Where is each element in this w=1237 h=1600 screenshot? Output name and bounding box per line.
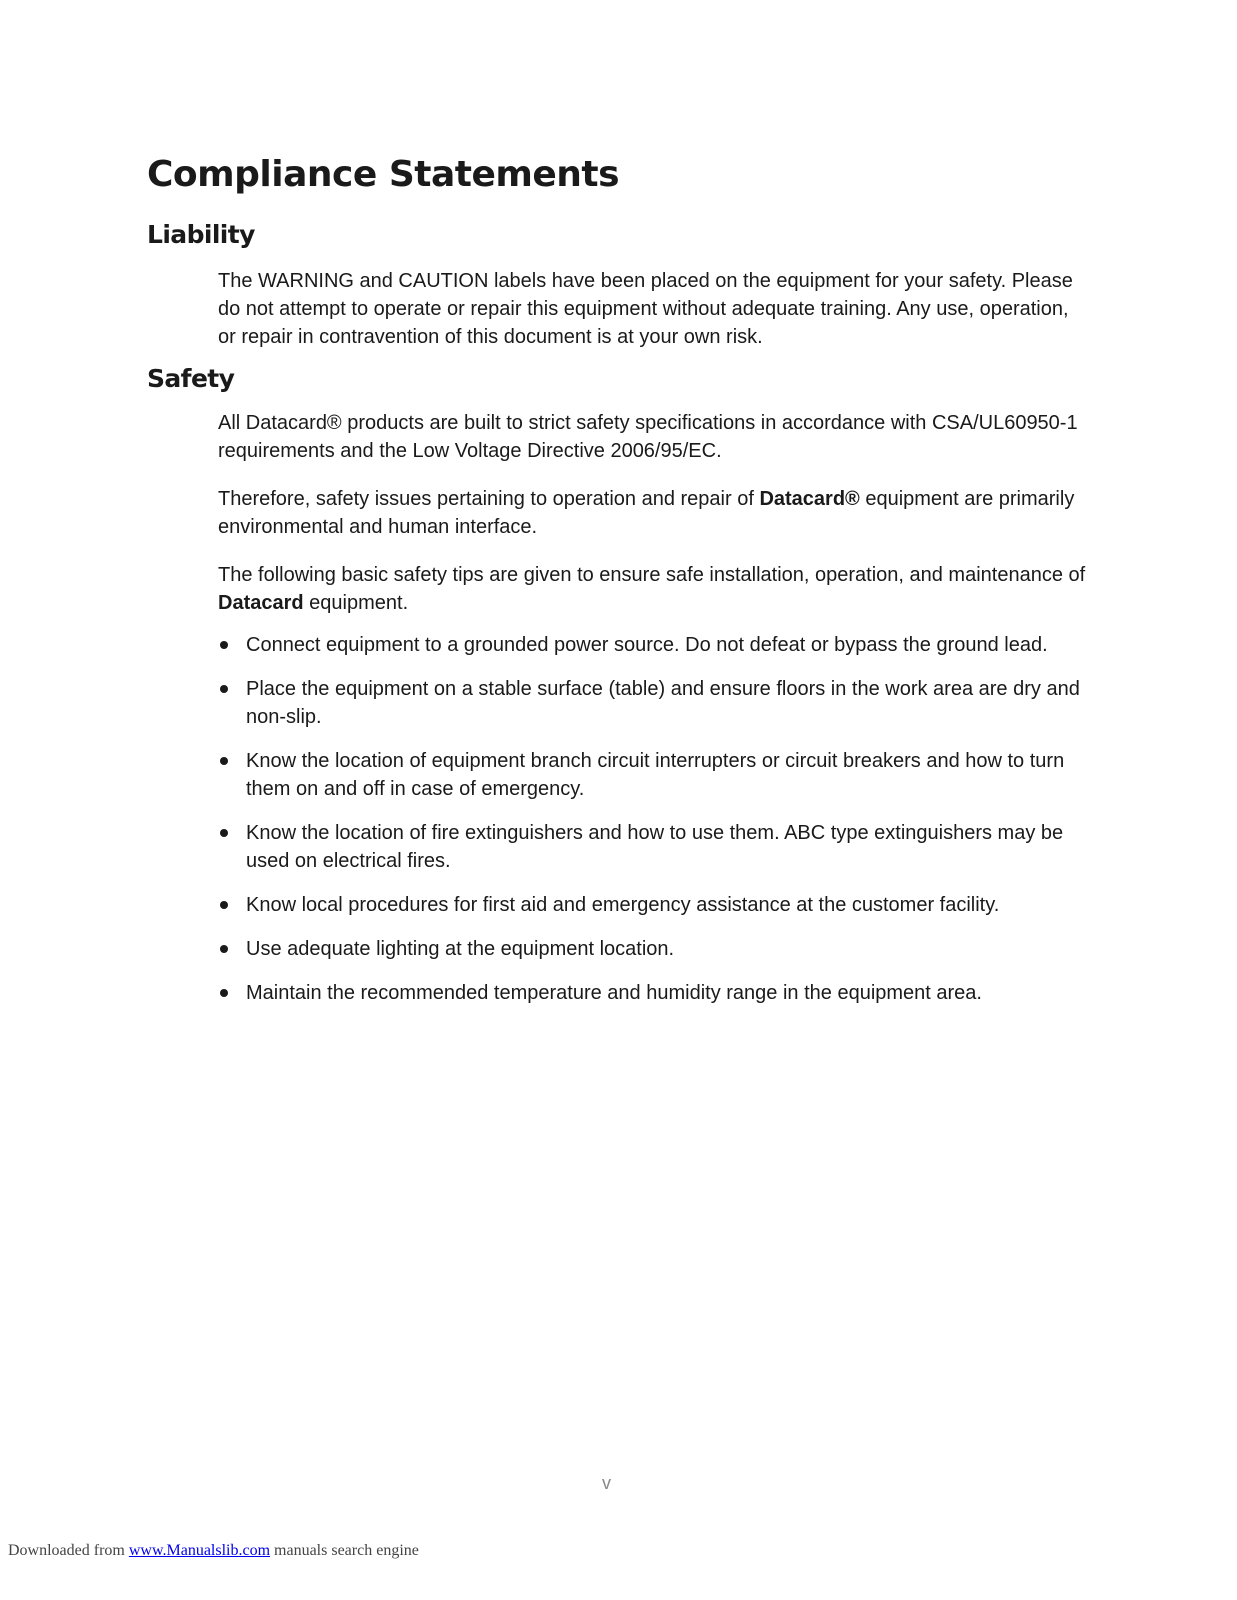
safety-tip-text: Know local procedures for first aid and emergency assistance at the customer facility.	[246, 894, 1000, 916]
safety-paragraph-2-text-after: equipment are primarily environmental and human interface.	[218, 488, 1075, 538]
list-item	[218, 819, 1090, 875]
safety-paragraph-3-text-before: The following basic safety tips are given to ensure safe installation, operation, and maintenance of	[218, 564, 1086, 586]
safety-tip-text: Know the location of equipment branch circuit interrupters or circuit breakers and how to turn them on and off in case of emergency.	[246, 750, 1065, 800]
safety-paragraph-3	[218, 561, 1090, 617]
bullet-icon	[220, 641, 228, 649]
list-item	[218, 979, 1090, 1007]
liability-paragraph: The WARNING and CAUTION labels have been placed on the equipment for your safety. Please do not attempt to operate or repair this equipment without adequate training. Any use, operation, or repair in contravention of this document is at your own risk.	[218, 270, 1073, 348]
safety-paragraph-2	[218, 485, 1090, 541]
safety-paragraph-3-text-after: equipment.	[303, 592, 409, 614]
safety-heading: Safety	[147, 364, 235, 393]
list-item	[218, 747, 1090, 803]
safety-tip-text: Place the equipment on a stable surface (table) and ensure floors in the work area are dry and non-slip.	[246, 678, 1080, 728]
bullet-icon	[220, 757, 228, 765]
footer-suffix: manuals search engine	[270, 1542, 419, 1559]
list-item	[218, 891, 1090, 919]
page-title: Compliance Statements	[147, 154, 620, 195]
page-number: v	[602, 1473, 611, 1493]
datacard-brand-bold: Datacard®	[759, 488, 860, 510]
list-item	[218, 935, 1090, 963]
list-item	[218, 675, 1090, 731]
bullet-icon	[220, 829, 228, 837]
footer-prefix: Downloaded from	[8, 1542, 129, 1559]
safety-tip-text: Maintain the recommended temperature and humidity range in the equipment area.	[246, 982, 982, 1004]
safety-tip-text: Use adequate lighting at the equipment location.	[246, 938, 675, 960]
manualslib-link[interactable]: www.Manualslib.com	[128, 1542, 271, 1559]
download-footer	[8, 1542, 419, 1560]
safety-tip-text: Connect equipment to a grounded power source. Do not defeat or bypass the ground lead.	[246, 634, 1048, 656]
bullet-icon	[220, 685, 228, 693]
liability-heading: Liability	[147, 220, 255, 249]
list-item	[218, 631, 1090, 659]
safety-paragraph-2-text-before: Therefore, safety issues pertaining to operation and repair of	[218, 488, 760, 510]
safety-tip-text: Know the location of fire extinguishers and how to use them. ABC type extinguishers may be used on electrical fires.	[246, 822, 1064, 872]
safety-tips-list	[218, 631, 1090, 1023]
bullet-icon	[220, 901, 228, 909]
bullet-icon	[220, 945, 228, 953]
bullet-icon	[220, 989, 228, 997]
datacard-brand-bold: Datacard	[218, 592, 304, 614]
safety-paragraph-1: All Datacard® products are built to strict safety specifications in accordance with CSA/UL60950-1 requirements and the Low Voltage Directive 2006/95/EC.	[218, 412, 1078, 462]
